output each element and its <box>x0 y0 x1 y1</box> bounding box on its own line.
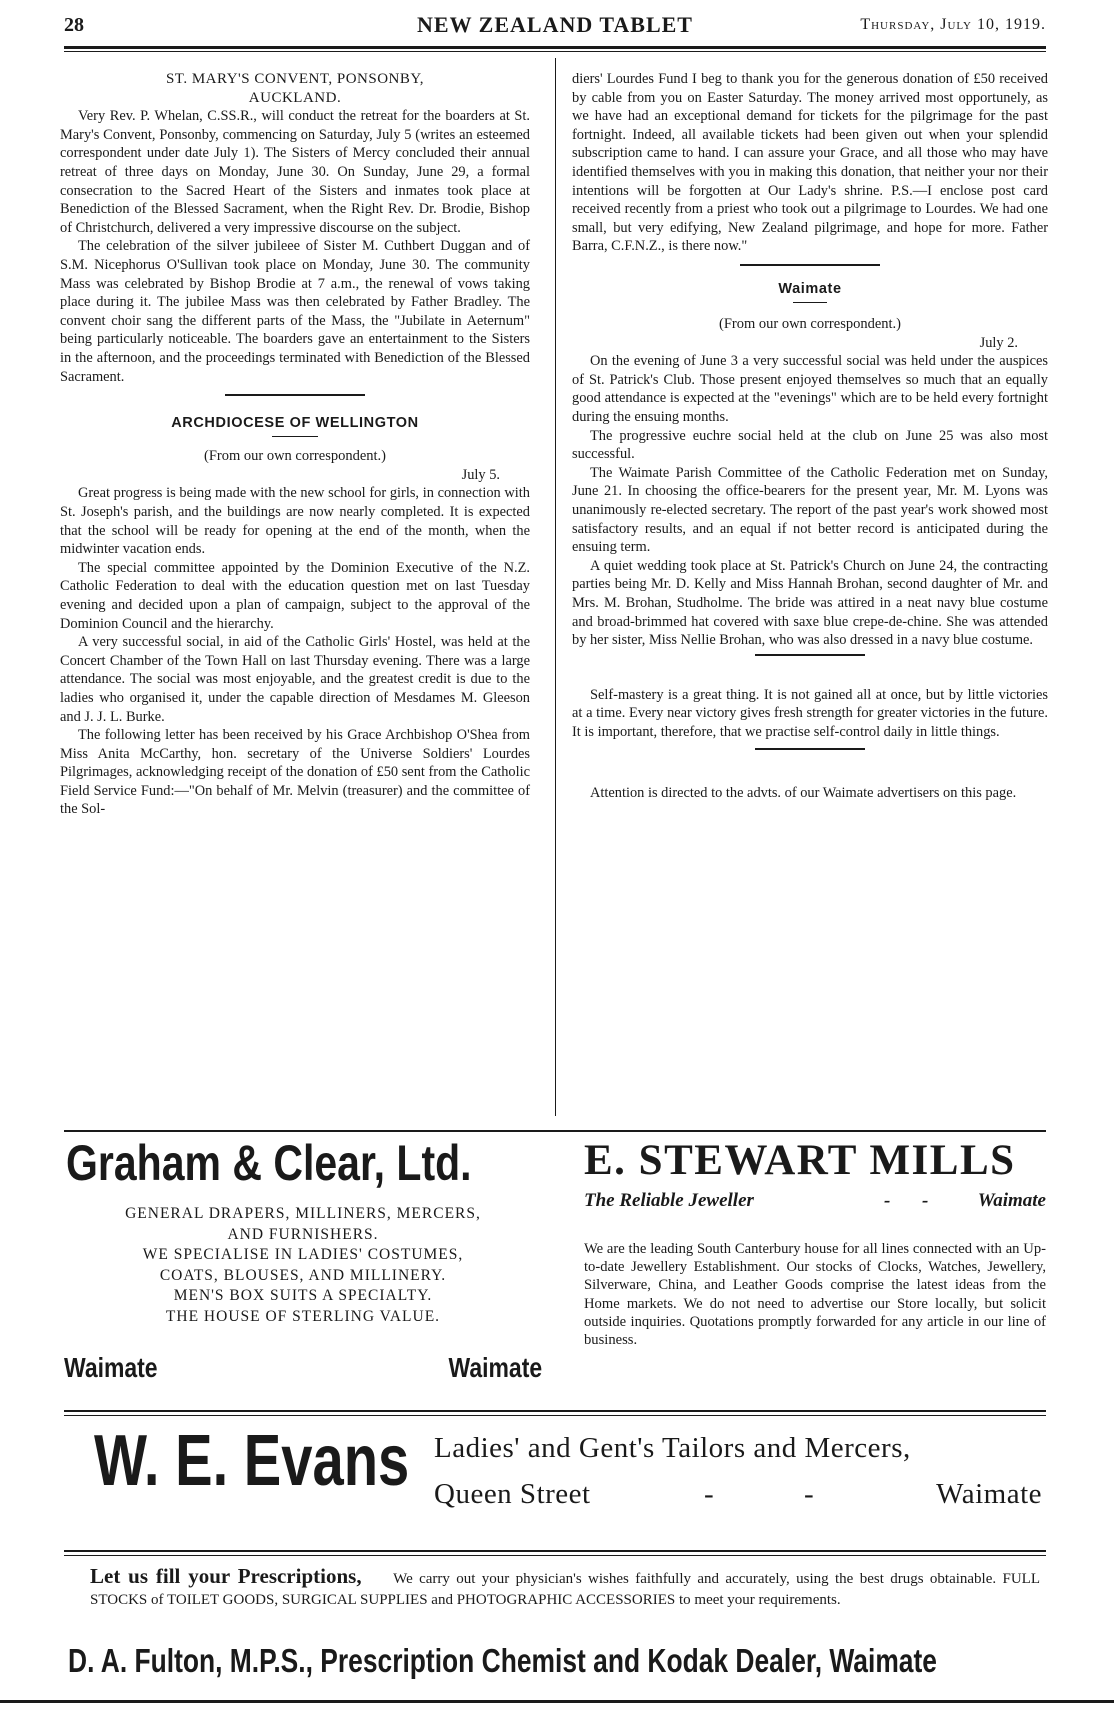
ad-evans-street: Queen Street <box>434 1478 591 1510</box>
article-paragraph: The celebration of the silver jubileee of Sister M. Cuthbert Duggan and of S.M. Nicephorus O'Sullivan took place on Monday, June 30. The community Mass was celebrated by Bishop Brodie at 7 a.m., the renewal of vows taking place during it. The jubilee Mass was then celebrated by Father Bradley. The convent choir sang the different parts of the Mass, the "Jubilate in Aeternum" being particularly noticeable. The boarders gave an entertainment to the Sisters in the afternoon, and the proceedings terminated with Benediction of the Blessed Sacrament. <box>60 238 530 385</box>
ad-rule-thin <box>64 1415 1046 1416</box>
ad-evans-town: Waimate <box>936 1478 1042 1510</box>
ad-line: GENERAL DRAPERS, MILLINERS, MERCERS, <box>125 1205 481 1222</box>
section-rule <box>755 748 865 750</box>
section-rule <box>225 394 365 396</box>
correspondent-line: (From our own correspondent.) <box>718 316 901 333</box>
ad-fulton-body: We carry out your physician's wishes faithfully and accurately, using the best drugs obtainable. FULL STOCKS of TOILET GOODS, SURGICAL SUPPLIES and PHOTOGRAPHIC ACCESSORIES to meet your requirements. <box>90 1571 1040 1608</box>
article-paragraph: The following letter has been received by his Grace Archbishop O'Shea from Miss Anita McCarthy, hon. secretary of the Universe Soldiers' Lourdes Pilgrimages, acknowledging receipt of the donation of £50 sent from the Catholic Field Service Fund:—"On behalf of Mr. Melvin (treasurer) and the committee of the Sol- <box>60 727 530 818</box>
ad-graham-name: Graham & Clear, Ltd. <box>66 1135 472 1191</box>
left-column <box>60 70 530 819</box>
ad-fulton-text <box>90 1566 1040 1611</box>
ad-rule-thin <box>64 1555 1046 1556</box>
page-number: 28 <box>64 14 84 36</box>
section-rule <box>755 654 865 656</box>
ad-evans-line1: Ladies' and Gent's Tailors and Mercers, <box>434 1432 911 1464</box>
article-paragraph: On the evening of June 3 a very successful social was held under the auspices of St. Patrick's Club. Those present enjoyed themselves so much that an equally good attendance is expected at the "evenings" which are to be held every fortnight during the ensuing months. <box>572 353 1048 425</box>
ad-graham-description <box>64 1204 542 1328</box>
article-heading-waimate: Waimate <box>778 280 842 297</box>
ad-evans-dash: - <box>804 1478 815 1510</box>
article-heading-wellington: ARCHDIOCESE OF WELLINGTON <box>171 415 419 432</box>
article-paragraph: The special committee appointed by the Dominion Executive of the N.Z. Catholic Federation to deal with the education question met on last Tuesday evening and decided upon a plan of campaign, subject to the approval of the Dominion Council and the hierarchy. <box>60 559 530 632</box>
ad-rule <box>64 1550 1046 1552</box>
ad-line: AND FURNISHERS. <box>227 1225 379 1243</box>
ad-graham-town-right: Waimate <box>448 1352 542 1383</box>
filler-paragraph: Attention is directed to the advts. of our Waimate advertisers on this page. <box>590 784 1017 801</box>
column-divider <box>555 58 556 1116</box>
article-paragraph-continued: diers' Lourdes Fund I beg to thank you for the generous donation of £50 received by cable from you on Easter Saturday. The money arrived most opportunely, as we have had an exceptional demand for tickets for the pilgrimage for the past fortnight. Indeed, all available tickets had been given out when your splendid subscription came to hand. I can assure your Grace, and all those who may have identified themselves with you in making this donation, that neither your nor their intentions will be forgotten at Our Lady's shrine. P.S.—I enclose post card received recently from a priest who took out a pilgrimage to Lourdes. We had one small, but very edifying, New Zealand pilgrimage, and hope for more. Father Barra, C.F.N.Z., is there now." <box>572 71 1048 255</box>
page-header <box>64 10 1046 50</box>
heading-underline <box>272 436 318 438</box>
correspondent-line: (From our own correspondent.) <box>203 448 386 465</box>
article-paragraph: A very successful social, in aid of the Catholic Girls' Hostel, was held at the Concert Chamber of the Town Hall on last Thursday evening. There was a large attendance. The social was most enjoyable, and the greatest credit is due to the ladies who organised it, under the capable direction of Mesdames M. Gleeson and J. J. L. Burke. <box>60 634 530 725</box>
ad-da-fulton <box>64 1560 1046 1700</box>
ad-fulton-bottom-line: D. A. Fulton, M.P.S., Prescription Chemist and Kodak Dealer, Waimate <box>68 1642 937 1679</box>
newspaper-title: NEW ZEALAND TABLET <box>417 12 693 37</box>
ad-evans-name: W. E. Evans <box>94 1421 410 1501</box>
ad-we-evans <box>64 1418 1046 1542</box>
ad-evans-dash: - <box>704 1478 715 1510</box>
header-rule-thin <box>64 51 1046 52</box>
ad-mills-description: We are the leading South Canterbury house for all lines connected with an Up-to-date Jewellery Establishment. Our stocks of Clocks, Watches, Jewellery, Silverware, China, and Leather Goods comprise the latest ideas from the Home markets. We do not need to advertise our Store locally, but solicit outside inquiries. Quotations promptly forwarded for any article in our line of business. <box>584 1241 1046 1349</box>
filler-paragraph: Self-mastery is a great thing. It is not gained all at once, but by little victories at a time. Every near victory gives fresh strength for greater victories in the future. It is important, therefore, that we practise self-control daily in little things. <box>572 686 1048 740</box>
right-column <box>572 70 1048 802</box>
ad-rule <box>64 1410 1046 1412</box>
issue-date: Thursday, July 10, 1919. <box>860 16 1046 33</box>
dateline: July 2. <box>979 334 1018 351</box>
ad-mills-tagline: The Reliable Jeweller <box>584 1190 754 1211</box>
article-paragraph: The Waimate Parish Committee of the Catholic Federation met on Sunday, June 21. In choosing the office-bearers for the present year, Mr. M. Lyons was unanimously re-elected secretary. The report of the past year's work showed most satisfactory results, and an equal if not better record is anticipated during the ensuing term. <box>572 464 1048 556</box>
article-heading-st-marys-2: AUCKLAND. <box>248 89 342 106</box>
article-paragraph: Very Rev. P. Whelan, C.SS.R., will conduct the retreat for the boarders at St. Mary's Convent, Ponsonby, commencing on Saturday, July 5 (writes an esteemed correspondent under date July 1). The Sisters of Mercy concluded their annual retreat of three days on Monday, June 30. On Sunday, June 29, a formal consecration to the Sacred Heart of the Sisters and inmates took place at Benediction of the Blessed Sacrament, when the Right Rev. Dr. Brodie, Bishop of Christchurch, delivered a very impressive discourse on the subject. <box>60 108 530 236</box>
article-heading-st-marys: ST. MARY'S CONVENT, PONSONBY, <box>165 71 425 87</box>
ad-graham-clear <box>64 1134 542 1400</box>
article-paragraph: The progressive euchre social held at the club on June 25 was also most successful. <box>572 427 1048 463</box>
ad-graham-town-left: Waimate <box>64 1352 158 1383</box>
heading-underline <box>793 302 827 304</box>
ad-line: COATS, BLOUSES, AND MILLINERY. <box>159 1266 447 1284</box>
page-bottom-rule <box>0 1700 1114 1703</box>
article-paragraph: A quiet wedding took place at St. Patrick's Church on June 24, the contracting parties being Mr. D. Kelly and Miss Hannah Brohan, second daughter of Mr. and Mrs. M. Brohan, Studholme. The bride was attired in a neat navy blue costume and broad-brimmed hat covered with saxe blue crepe-de-chine. She was attended by her sister, Miss Nellie Brohan, who was also dressed in a navy blue costume. <box>572 557 1048 649</box>
ads-top-rule <box>64 1130 1046 1132</box>
ad-stewart-mills <box>584 1134 1046 1400</box>
article-paragraph: Great progress is being made with the new school for girls, in connection with St. Joseph's parish, and the buildings are now nearly completed. It is expected that the school will be ready for opening at the end of the month, when the midwinter vacation ends. <box>60 485 530 558</box>
ad-fulton-lead: Let us fill your Prescriptions, <box>90 1564 362 1588</box>
ad-line: MEN'S BOX SUITS A SPECIALTY. <box>173 1287 433 1305</box>
ad-mills-dash: - <box>922 1190 929 1211</box>
ad-line: WE SPECIALISE IN LADIES' COSTUMES, <box>142 1246 464 1264</box>
dateline: July 5. <box>461 466 500 483</box>
ad-mills-dash: - <box>884 1190 891 1211</box>
ad-line: THE HOUSE OF STERLING VALUE. <box>165 1307 441 1325</box>
ad-mills-name: E. STEWART MILLS <box>584 1137 1016 1184</box>
header-rule <box>64 46 1046 49</box>
section-rule <box>740 264 880 266</box>
ad-mills-town: Waimate <box>977 1190 1046 1211</box>
